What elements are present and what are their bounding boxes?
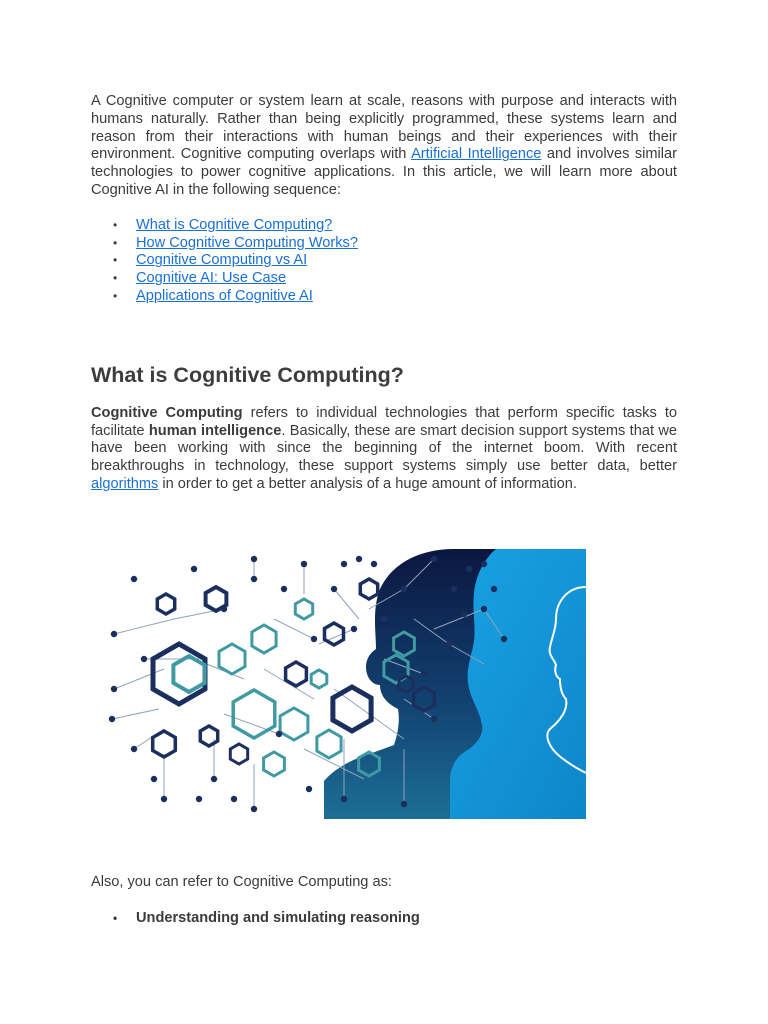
network-hexagon [360,579,377,599]
network-node-dot [401,586,407,592]
toc-link-use-case[interactable]: Cognitive AI: Use Case [136,270,287,287]
network-node-dot [151,776,157,782]
network-node-dot [131,576,137,582]
network-node-dot [501,636,507,642]
network-node-dot [251,806,257,812]
network-node-dot [161,796,167,802]
network-node-dot [191,566,197,572]
network-node-dot [431,716,437,722]
network-node-dot [276,731,282,737]
artificial-intelligence-link[interactable]: Artificial Intelligence [411,146,542,163]
network-node-dot [341,561,347,567]
network-node-dot [131,746,137,752]
network-node-dot [356,556,362,562]
network-node-dot [341,796,347,802]
definition-paragraph [91,405,677,494]
toc-link-applications[interactable]: Applications of Cognitive AI [136,287,313,304]
network-hexagon [219,644,245,674]
intro-text-2: and involves similar technologies to power cognitive applications. In this article, we will learn more about Cognitive AI in the following sequence: [91,146,677,198]
definition-text-1: refers to individual technologies that perform specific tasks to facilitate [91,404,677,439]
network-node-dot [351,626,357,632]
toc-item [91,288,677,306]
network-hexagon [233,690,275,738]
network-node-dot [401,801,407,807]
network-node-dot [421,671,427,677]
article-body [91,93,677,494]
network-node-dot [431,556,437,562]
cognitive-illustration [104,549,586,819]
definition-text-3: in order to get a better analysis of a huge amount of information. [158,475,577,492]
network-hexagon [252,625,276,653]
toc-item [91,270,677,288]
toc-link-vs-ai[interactable]: Cognitive Computing vs AI [136,252,308,269]
connector-line [334,589,359,619]
bold-term-cognitive-computing: Cognitive Computing [91,404,243,421]
network-node-dot [446,641,452,647]
table-of-contents [91,217,677,306]
toc-item [91,252,677,270]
connector-line [112,709,159,719]
network-node-dot [221,606,227,612]
connector-line [274,619,314,639]
network-node-dot [491,586,497,592]
network-hexagon [173,656,204,692]
intro-text-1: A Cognitive computer or system learn at scale, reasons with purpose and interacts with humans naturally. Rather than being explicitly programmed, these systems learn and reason from their interactions with human beings and their experiences with their environment. Cognitive computing overlaps with [91,93,677,163]
network-hexagon [325,623,344,645]
network-node-dot [381,616,387,622]
network-node-dot [466,566,472,572]
network-hexagon [264,752,285,776]
refer-list [91,910,677,928]
toc-link-how-works[interactable]: How Cognitive Computing Works? [136,234,358,251]
also-paragraph: Also, you can refer to Cognitive Computing as: [91,874,392,890]
toc-item [91,235,677,253]
network-node-dot [481,606,487,612]
network-node-dot [451,586,457,592]
network-node-dot [231,796,237,802]
intro-paragraph [91,93,677,200]
network-hexagon [230,744,247,764]
list-item: • Understanding and simulating reasoning [91,910,677,928]
network-hexagon [153,731,176,757]
network-hexagon [200,726,217,746]
network-hexagon [157,594,174,614]
network-node-dot [251,576,257,582]
network-hexagon [311,670,327,688]
network-hexagon [333,687,371,731]
network-node-dot [481,561,487,567]
network-node-dot [109,716,115,722]
network-and-head-graphic [104,549,586,819]
connector-line [114,619,174,634]
definition-text-2: . Basically, these are smart decision support systems that we have been working with since the beginning of the internet boom. With recent breakthroughs in technology, these support systems simply use better data, better [91,422,677,475]
network-node-dot [141,656,147,662]
network-node-dot [331,586,337,592]
bold-term-human-intelligence: human intelligence [148,422,282,439]
network-node-dot [251,556,257,562]
network-hexagon [280,708,308,740]
network-node-dot [306,786,312,792]
network-node-dot [461,611,467,617]
network-node-dot [211,776,217,782]
connector-line [114,669,164,689]
network-hexagon [317,730,341,758]
network-hexagon [286,662,307,686]
section-heading: What is Cognitive Computing? [91,362,404,387]
network-node-dot [111,686,117,692]
network-hexagon [295,599,312,619]
network-node-dot [311,636,317,642]
network-node-dot [111,631,117,637]
network-node-dot [301,561,307,567]
network-node-dot [371,561,377,567]
network-hexagon [153,644,205,704]
network-node-dot [281,586,287,592]
algorithms-link[interactable]: algorithms [91,475,159,492]
toc-link-what-is[interactable]: What is Cognitive Computing? [136,216,333,233]
toc-item [91,217,677,235]
network-node-dot [196,796,202,802]
